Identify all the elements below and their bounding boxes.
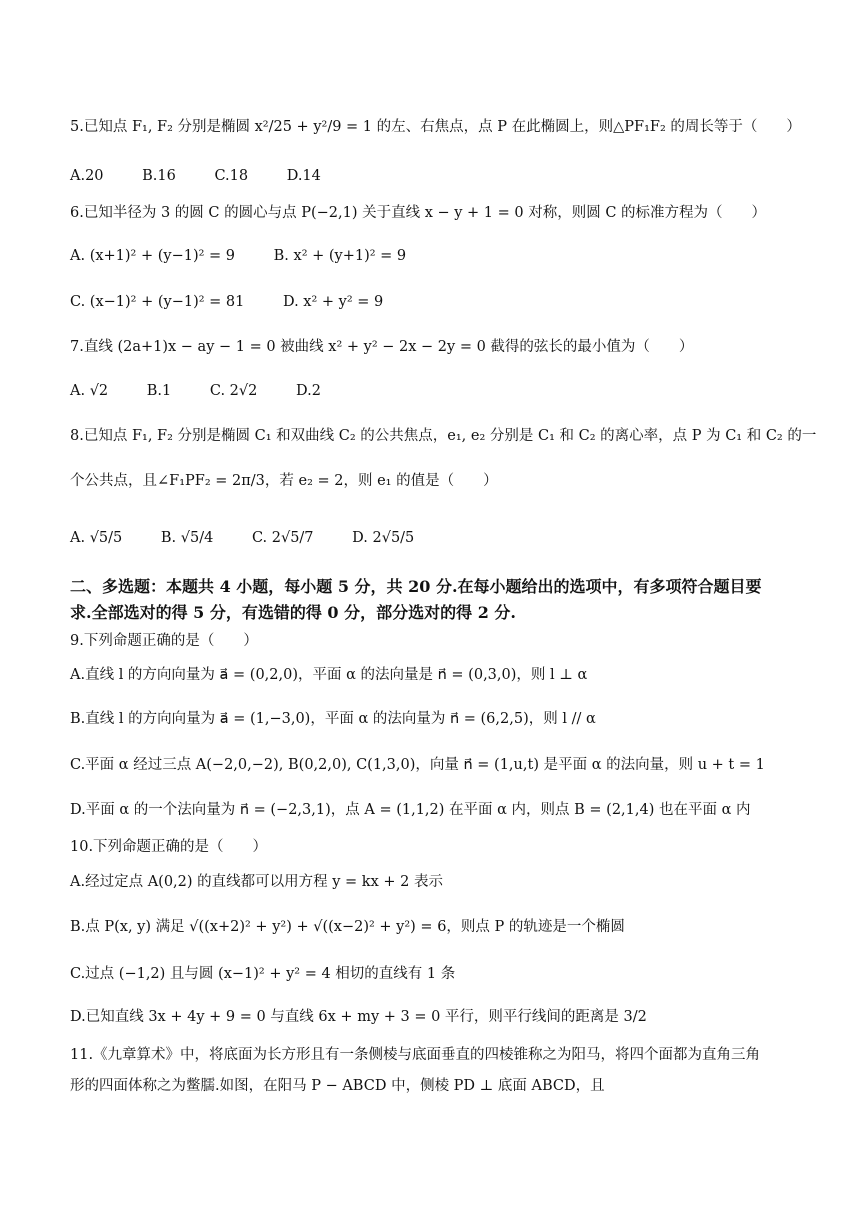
q6-option-c: C. (x−1)² + (y−1)² = 81 [70,294,245,310]
q8-option-d: D. 2√5/5 [352,530,415,546]
q8-stem-line2: 个公共点，且∠F₁PF₂ = 2π/3，若 e₂ = 2，则 e₁ 的值是（ ） [70,473,498,489]
q5-stem: 5.已知点 F₁, F₂ 分别是椭圆 x²/25 + y²/9 = 1 的左、右焦点，点 P 在此椭圆上，则△PF₁F₂ 的周长等于（ ） [70,119,801,135]
q8-stem-line1: 8.已知点 F₁, F₂ 分别是椭圆 C₁ 和双曲线 C₂ 的公共焦点，e₁, e₂ 分别是 C₁ 和 C₂ 的离心率，点 P 为 C₁ 和 C₂ 的一 [70,428,817,444]
q5-options [70,165,790,187]
q9-option-d: D.平面 α 的一个法向量为 n⃗ = (−2,3,1)，点 A = (1,1,2) 在平面 α 内，则点 B = (2,1,4) 也在平面 α 内 [70,802,751,818]
q10-stem: 10.下列命题正确的是（ ） [70,839,268,855]
q10-option-d: D.已知直线 3x + 4y + 9 = 0 与直线 6x + my + 3 = 0 平行，则平行线间的距离是 3/2 [70,1009,647,1025]
q6-options-row1 [70,245,790,267]
section-2-heading-line2: 求.全部选对的得 5 分，有选错的得 0 分，部分选对的得 2 分. [70,603,516,622]
q6-option-a: A. (x+1)² + (y−1)² = 9 [70,248,236,264]
q9-option-c: C.平面 α 经过三点 A(−2,0,−2), B(0,2,0), C(1,3,0)，向量 n⃗ = (1,u,t) 是平面 α 的法向量，则 u + t = 1 [70,757,765,773]
q11-line2: 形的四面体称之为鳖臑.如图，在阳马 P − ABCD 中，侧棱 PD ⊥ 底面 ABCD，且 [70,1078,605,1094]
q8-option-b: B. √5/4 [160,530,214,546]
q7-option-b: B.1 [146,383,172,399]
q8-option-c: C. 2√5/7 [251,530,314,546]
q6-option-b: B. x² + (y+1)² = 9 [273,248,407,264]
q11-line1: 11.《九章算术》中，将底面为长方形且有一条侧棱与底面垂直的四棱锥称之为阳马，将四个面都为直角三角 [70,1047,761,1063]
q6-option-d: D. x² + y² = 9 [282,294,384,310]
q5-option-b: B.16 [142,168,176,184]
q10-option-b: B.点 P(x, y) 满足 √((x+2)² + y²) + √((x−2)² + y²) = 6，则点 P 的轨迹是一个椭圆 [70,919,625,935]
q7-option-a: A. √2 [70,383,109,399]
q8-options [70,527,790,549]
q10-option-a: A.经过定点 A(0,2) 的直线都可以用方程 y = kx + 2 表示 [70,874,443,890]
q5-option-d: D.14 [286,168,321,184]
q9-option-a: A.直线 l 的方向向量为 a⃗ = (0,2,0)，平面 α 的法向量是 n⃗ = (0,3,0)，则 l ⊥ α [70,667,588,683]
q7-stem: 7.直线 (2a+1)x − ay − 1 = 0 被曲线 x² + y² − 2x − 2y = 0 截得的弦长的最小值为（ ） [70,339,694,355]
q8-option-a: A. √5/5 [70,530,123,546]
q6-options-row2 [70,291,790,313]
q7-option-d: D.2 [295,383,321,399]
q9-stem: 9.下列命题正确的是（ ） [70,633,258,649]
q10-option-c: C.过点 (−1,2) 且与圆 (x−1)² + y² = 4 相切的直线有 1 条 [70,966,456,982]
q7-option-c: C. 2√2 [209,383,258,399]
q5-option-c: C.18 [214,168,249,184]
q9-option-b: B.直线 l 的方向向量为 a⃗ = (1,−3,0)，平面 α 的法向量为 n⃗ = (6,2,5)，则 l // α [70,711,596,727]
q7-options [70,380,790,402]
section-2-heading-line1: 二、多选题：本题共 4 小题，每小题 5 分，共 20 分.在每小题给出的选项中，有多项符合题目要 [70,577,762,596]
q5-option-a: A.20 [70,168,104,184]
q6-stem: 6.已知半径为 3 的圆 C 的圆心与点 P(−2,1) 关于直线 x − y + 1 = 0 对称，则圆 C 的标准方程为（ ） [70,205,767,221]
